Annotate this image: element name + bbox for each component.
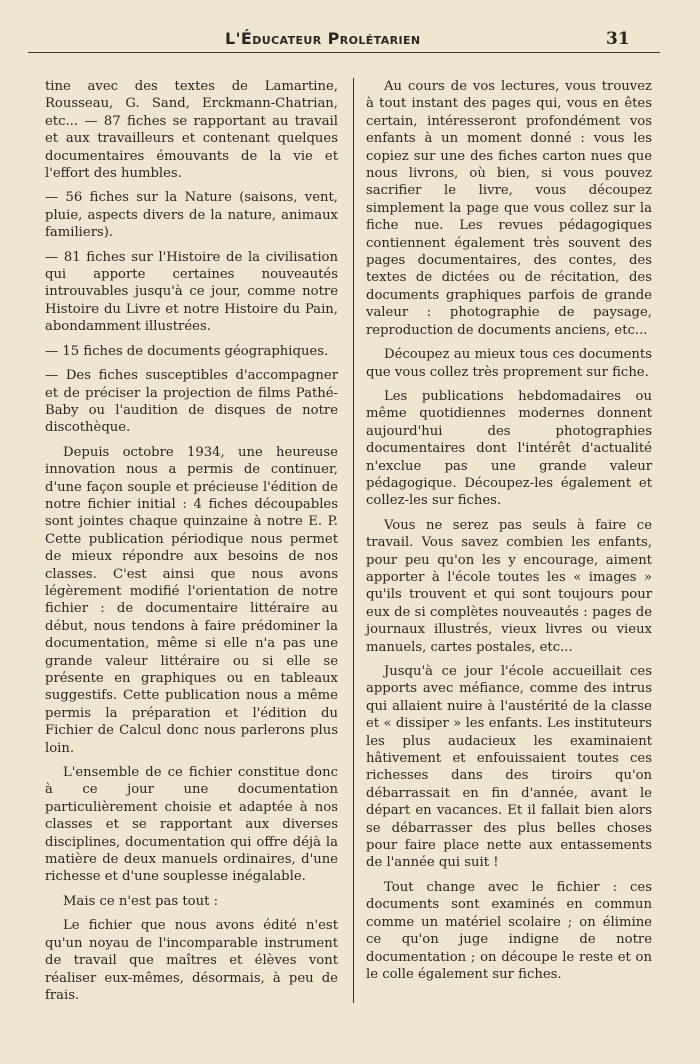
right-column — [366, 78, 652, 990]
page-header — [0, 27, 700, 53]
paragraph: Le fichier que nous avons édité n'est qu'un noyau de l'incomparable instrument de travail que maîtres et élèves vont réaliser eux-mêmes, désormais, à peu de frais. — [45, 918, 338, 1003]
paragraph: — 81 fiches sur l'Histoire de la civilisation qui apporte certaines nouveautés introuvables jusqu'à ce jour, comme notre Histoire du Livre et notre Histoire du Pain, abondamment illustrées. — [45, 249, 338, 335]
paragraph: Jusqu'à ce jour l'école accueillait ces apports avec méfiance, comme des intrus qui allaient nuire à l'austérité de la classe et « dissiper » les enfants. Les instituteurs les plus audacieux les examinaient hâtivement et enfouissaient toutes ces richesses dans des tiroirs qu'on débarrassait en fin d'année, avant le départ en vacances. Et il fallait bien alors se débarrasser des plus belles choses pour faire place nette aux entassements de l'année qui suit ! — [366, 664, 652, 871]
paragraph: Depuis octobre 1934, une heureuse innovation nous a permis de continuer, d'une façon souple et précieuse l'édition de notre fichier initial : 4 fiches découpables sont jointes chaque quinzaine à notre E. P. Cette publication périodique nous permet de mieux répondre aux besoins de nos classes. C'est ainsi que nous avons légèrement modifié l'orientation de notre fichier : de documentaire littéraire au début, nous tendons à faire prédominer la documentation, même si elle n'a pas une grande valeur littéraire ou si elle se présente en graphiques ou en tableaux suggestifs. Cette publication nous a même permis la préparation et l'édition du Fichier de Calcul donc nous parlerons plus loin. — [45, 444, 338, 756]
journal-title: L'Éducateur Prolétarien — [225, 29, 421, 48]
paragraph: Vous ne serez pas seuls à faire ce travail. Vous savez combien les enfants, pour peu qu'on les y encourage, aiment apporter à l'école toutes les « images » qu'ils trouvent et qui sont toujours pour eux de si complètes nouveautés : pages de journaux illustrés, vieux livres ou vieux manuels, cartes postales, etc... — [366, 517, 652, 655]
paragraph: L'ensemble de ce fichier constitue donc à ce jour une documentation particulièrement choisie et adaptée à nos classes et se rapportant aux diverses disciplines, documentation qui offre déjà la matière de deux manuels ordinaires, d'une richesse et d'une souplesse inégalable. — [45, 765, 338, 885]
left-column — [45, 78, 338, 1011]
paragraph: Les publications hebdomadaires ou même quotidiennes modernes donnent aujourd'hui des photographies documentaires dont l'intérêt d'actualité n'exclue pas une grande valeur pédagogique. Découpez-les également et collez-les sur fiches. — [366, 388, 652, 509]
paragraph: tine avec des textes de Lamartine, Rousseau, G. Sand, Erckmann-Chatrian, etc... — 87 fiches se rapportant au travail et aux travailleurs et contenant quelques documentaires émouvants de la vie et l'effort des humbles. — [45, 79, 338, 182]
paragraph: Tout change avec le fichier : ces documents sont examinés en commun comme un matériel scolaire ; on élimine ce qu'on juge indigne de notre documentation ; on découpe le reste et on le colle également sur fiches. — [366, 879, 652, 982]
column-divider — [353, 78, 354, 1003]
paragraph: — 15 fiches de documents géographiques. — [45, 343, 329, 359]
paragraph: Découpez au mieux tous ces documents que vous collez très proprement sur fiche. — [366, 347, 652, 380]
paragraph: — Des fiches susceptibles d'accompagner et de préciser la projection de films Pathé-Baby ou l'audition de disques de notre discothèque. — [45, 368, 338, 436]
paragraph: Mais ce n'est pas tout : — [63, 893, 219, 909]
header-rule — [28, 52, 660, 53]
paragraph: Au cours de vos lectures, vous trouvez à tout instant des pages qui, vous en êtes certain, intéresseront profondément vos enfants à un moment donné : vous les copiez sur une des fiches carton nues que nous livrons, où bien, si vous pouvez sacrifier le livre, vous découpez simplement la page que vous collez sur la fiche nue. Les revues pédagogiques contiennent également très souvent des pages documentaires, des contes, des textes de dictées ou de récitation, des documents graphiques parfois de grande valeur : photographie de paysage, reproduction de documents anciens, etc... — [366, 79, 652, 338]
page-number: 31 — [606, 29, 630, 49]
paragraph: — 56 fiches sur la Nature (saisons, vent, pluie, aspects divers de la nature, animaux familiers). — [45, 190, 338, 241]
